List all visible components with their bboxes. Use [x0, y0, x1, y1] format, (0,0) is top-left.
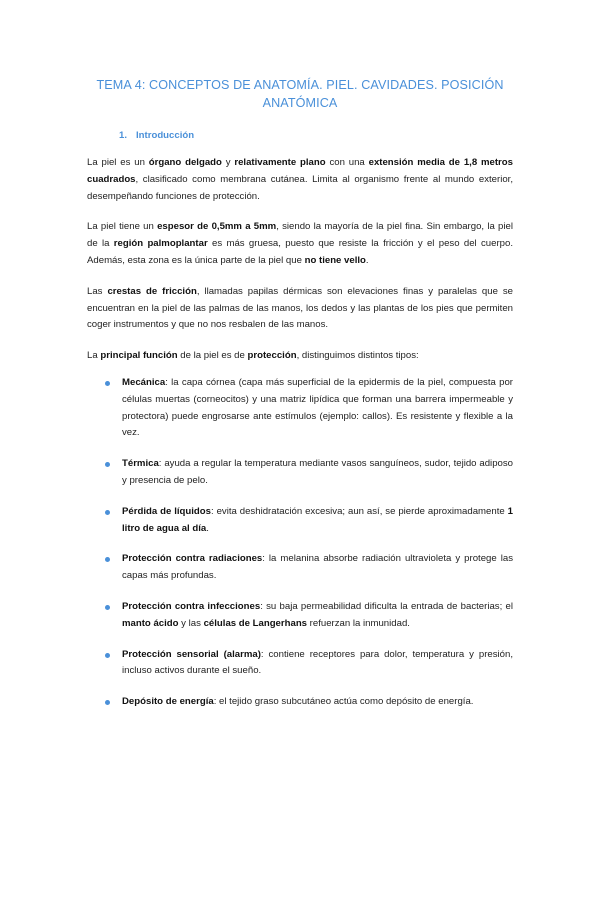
text-run: y las	[178, 617, 204, 629]
bold-run: Protección sensorial (alarma)	[122, 648, 261, 660]
bullet-icon	[105, 462, 110, 467]
text-run: , clasificado como membrana cutánea. Limita al organismo frente al mundo exterior, desempeñando funciones de protección.	[87, 173, 513, 202]
text-run: es más gruesa, puesto que resiste la fricción y el peso del cuerpo. Además, esta zona es la única parte de la piel que	[87, 238, 513, 266]
section-number: 1.	[119, 130, 128, 141]
text-run: : contiene receptores para dolor, temperatura y presión, incluso activos durante el sueño.	[122, 648, 513, 677]
bold-run: no tiene vello	[304, 254, 366, 266]
paragraph-thickness	[87, 219, 513, 269]
paragraph-intro	[87, 155, 513, 205]
text-run: , distinguimos distintos tipos:	[296, 350, 419, 362]
function-list	[87, 375, 513, 711]
bullet-icon	[105, 653, 110, 658]
text-run: .	[365, 254, 369, 266]
bold-run: Protección contra radiaciones	[122, 553, 263, 565]
bullet-icon	[105, 510, 110, 515]
text-run: : la melanina absorbe radiación ultravioleta y protege las capas más profundas.	[122, 553, 513, 582]
bold-run: Depósito de energía	[122, 696, 214, 708]
bold-run: 1 litro de agua al día	[122, 505, 513, 534]
text-run: : evita deshidratación excesiva; aun así, se pierde aproximadamente	[211, 505, 508, 517]
text-run: La piel tiene un	[87, 221, 158, 233]
text-run: : su baja permeabilidad dificulta la entrada de bacterias; el	[260, 600, 513, 612]
bullet-icon	[105, 700, 110, 705]
text-run: con una	[325, 157, 369, 168]
document-page	[0, 76, 600, 924]
bold-run: células de Langerhans	[203, 617, 308, 629]
paragraph-main-function	[87, 348, 513, 365]
text-run: , siendo la mayoría de la piel fina. Sin embargo, la piel de la	[87, 221, 513, 250]
text-run: .	[206, 522, 209, 534]
text-run: La	[87, 350, 101, 362]
bold-run: Mecánica	[122, 376, 166, 388]
document-title: TEMA 4: CONCEPTOS DE ANATOMÍA. PIEL. CAVIDADES. POSICIÓN ANATÓMICA	[96, 78, 504, 110]
list-item	[122, 551, 513, 585]
bullet-icon	[105, 557, 110, 562]
text-run: y	[221, 157, 235, 168]
text-run: refuerzan la inmunidad.	[307, 617, 410, 629]
text-run: : la capa córnea (capa más superficial de la epidermis de la piel, compuesta por células muertas (corneocitos) y una matriz lipídica que forman una barrera impermeable y protectora) puede engrosarse ante estímulos (ejemplo: callos). Es resistente y flexible a la vez.	[122, 376, 513, 439]
list-item	[122, 694, 513, 711]
text-run: , llamadas papilas dérmicas son elevaciones finas y paralelas que se encuentran en la piel de las palmas de las manos, los dedos y las plantas de los pies que permiten coger instrumentos y que no nos resbalen de las manos.	[87, 285, 513, 331]
bold-run: Térmica	[122, 458, 159, 470]
bold-run: protección	[247, 350, 297, 362]
paragraph-friction-ridges	[87, 284, 513, 334]
bullet-icon	[105, 381, 110, 386]
bold-run: Protección contra infecciones	[122, 600, 261, 612]
bullet-icon	[105, 605, 110, 610]
bold-run: crestas de fricción	[107, 285, 197, 297]
bold-run: manto ácido	[122, 617, 179, 629]
text-run: Las	[87, 285, 108, 297]
bold-run: principal función	[100, 350, 178, 362]
bold-run: Pérdida de líquidos	[122, 505, 211, 517]
list-item	[122, 375, 513, 442]
bold-run: región palmoplantar	[113, 238, 208, 250]
section-heading	[119, 130, 513, 141]
bold-run: espesor de 0,5mm a 5mm	[157, 221, 277, 233]
text-run: : ayuda a regular la temperatura mediante vasos sanguíneos, sudor, tejido adiposo y presencia de pelo.	[122, 458, 513, 486]
list-item	[122, 504, 513, 538]
list-item	[122, 647, 513, 681]
bold-run: extensión media de 1,8 metros cuadrados	[87, 157, 513, 185]
text-run: : el tejido graso subcutáneo actúa como depósito de energía.	[213, 696, 474, 708]
bold-run: órgano delgado	[148, 157, 222, 168]
list-item	[122, 599, 513, 633]
bold-run: relativamente plano	[234, 157, 326, 168]
text-run: La piel es un	[87, 157, 149, 168]
text-run: de la piel es de	[177, 350, 248, 362]
section-label: Introducción	[136, 130, 195, 141]
list-item	[122, 456, 513, 490]
